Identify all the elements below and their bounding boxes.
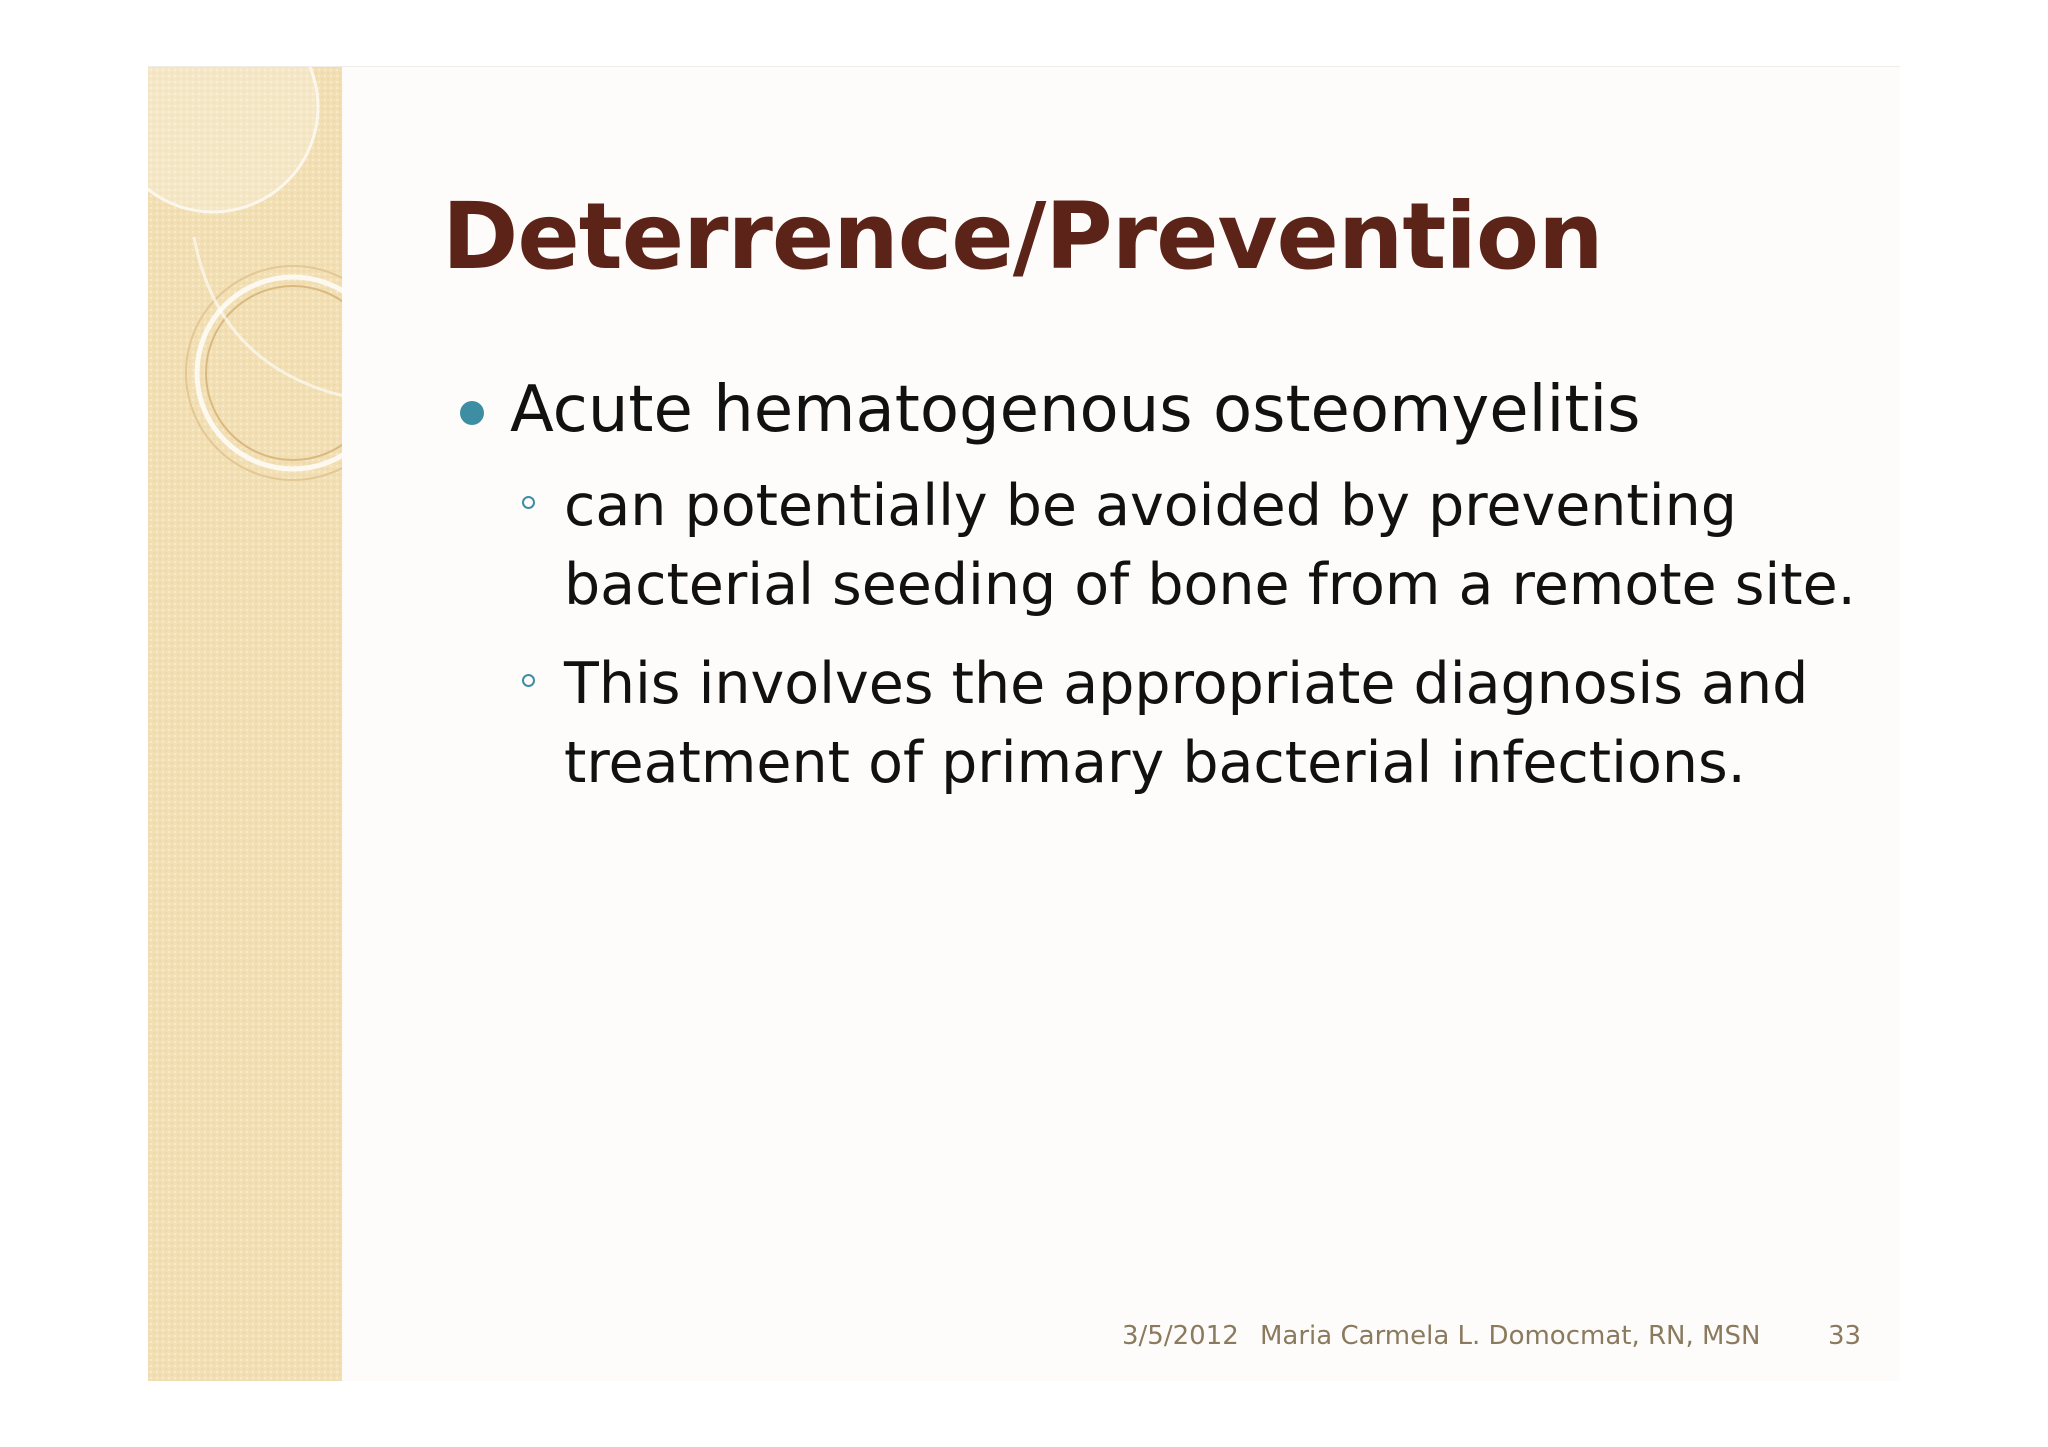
- bullet-text: Acute hematogenous osteomyelitis: [510, 373, 1641, 447]
- filled-circle-icon: [460, 401, 484, 425]
- footer-author: Maria Carmela L. Domocmat, RN, MSN: [1260, 1321, 1761, 1351]
- decorative-side-band: [148, 67, 342, 1381]
- hollow-circle-icon: [522, 496, 535, 509]
- page-number: 33: [1828, 1321, 1862, 1351]
- footer-date: 3/5/2012: [1122, 1321, 1239, 1351]
- sub-bullet-item: [458, 645, 1878, 803]
- decorative-circles-graphic: [148, 67, 342, 587]
- bullet-item: [458, 367, 1878, 453]
- slide-title: Deterrence/Prevention: [442, 183, 1603, 290]
- sub-bullet-text: can potentially be avoided by preventing bacterial seeding of bone from a remote site.: [564, 473, 1856, 618]
- bullet-list: [458, 367, 1878, 803]
- hollow-circle-icon: [522, 674, 535, 687]
- sub-bullet-item: [458, 467, 1878, 625]
- sub-bullet-text: This involves the appropriate diagnosis and treatment of primary bacterial infections.: [564, 651, 1809, 796]
- slide: [148, 66, 1900, 1381]
